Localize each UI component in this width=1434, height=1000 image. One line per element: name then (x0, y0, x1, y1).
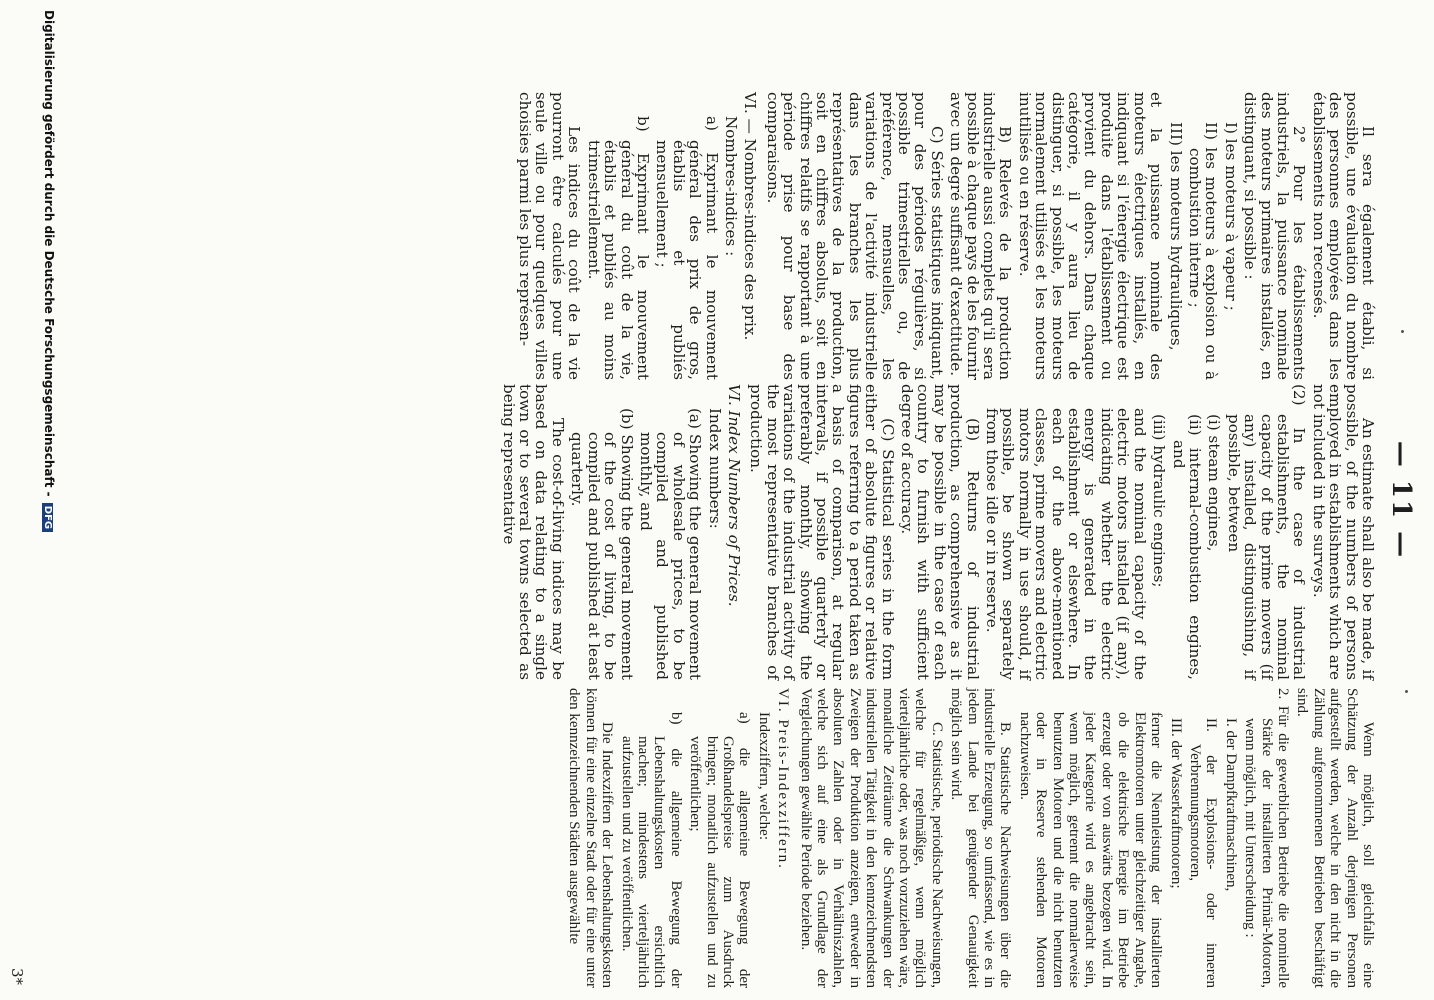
page-number: — 11 — (1386, 440, 1416, 560)
de-index-intro: Indexziffern, welche: (755, 712, 772, 840)
de-electric-paragraph: ferner die Nennleistung der installierten Elektromotoren unter gleichzeitiger Angabe, ob die elektrische Energie im Betriebe erzeugt oder von auswärts bezogen wird. In jeder Kategorie wird es angebracht sein, wenn möglich, getrennt die normalerweise benutzten Motoren und die nicht benutzten oder in Reserve stehenden Motoren nachzuweisen. (1016, 712, 1165, 988)
fr-item-hydraulic: III) les moteurs hydrauliques, (1166, 122, 1185, 351)
en-electric-paragraph: and the nominal capacity of the electric motors installed (if any), indicating whether the electric energy is generated in the establishment or elsewhere. In each of the above-mentioned classes, prime movers and electric motors normally in use should, if possible, be shown separately from those idle or in reserve. (983, 408, 1149, 680)
de-item-wholesale: a) die allgemeine Bewegung der Großhandelspreise zum Ausdruck bringen; monatlich aufzustellen und zu veröffentlichen; (687, 712, 753, 988)
fr-estimate-paragraph: Il sera également établi, si possible, une évaluation du nombre des personnes employées dans les établissements non recensés. (1309, 92, 1377, 380)
fr-section-heading: VI. — Nombres-indices des prix. (741, 92, 760, 341)
fr-item-wholesale: a) Exprimant le mouvement général des prix de gros, établis et publiés mensuellement ; (653, 116, 721, 380)
en-series-paragraph: (C) Statistical series in the form either of absolute figures or relative figures referring to a period taken as a basis of comparison, at regular intervals, if possible quarterly or preferably monthly, showing the variations of the industrial activity of the most representative branches of production. (747, 384, 897, 680)
en-production-paragraph: (B) Returns of industrial production, as comprehensive as it may be possible in the case of each country to furnish with sufficient degree of accuracy. (898, 384, 982, 680)
en-item-wholesale: (a) Showing the general movement of wholesale prices, to be compiled and published monthly, and (636, 408, 705, 680)
de-cost-of-living-paragraph: Die Indexziffern der Lebenshaltungskosten können für eine einzelne Stadt oder für eine unter den kennzeichnenden Städten ausgewählte (566, 688, 616, 988)
credit-text: Digitalisierung gefördert durch die Deutsche Forschungsgemeinschaft - (42, 10, 56, 497)
de-item-cost-of-living: b) die allgemeine Bewegung der Lebenshaltungskosten ersichtlich machen; mindestens vierteljährlich aufzustellen und zu veröffentlichen. (618, 712, 684, 988)
en-item-combustion: (ii) internal-combustion engines, and (1169, 414, 1204, 680)
fr-series-paragraph: C) Séries statistiques indiquant, pour des périodes régulières, si possible trimestrielles ou, de préférence, mensuelles, les variations de l'activité industrielle dans les branches les plus représentatives de la production, soit en chiffres absolus, soit en chiffres relatifs se rapportant à une période prise pour base des comparaisons. (763, 92, 946, 380)
en-capacity-paragraph: (2) In the case of industrial establishments, the nominal capacity of the prime movers (if any) installed, distinguishing, if possible, between (1224, 384, 1309, 680)
fr-electric-paragraph: et la puissance nominale des moteurs électriques installés, en indiquant si l'énergie électrique est produite dans l'établissement ou provient du dehors. Dans chaque catégorie, il y aura lieu de distinguer, si possible, les moteurs normalement utilisés et les moteurs inutilisés ou en réserve. (1015, 92, 1166, 380)
french-column (514, 92, 1376, 380)
fr-item-steam: I) les moteurs à vapeur ; (1221, 122, 1240, 311)
en-item-hydraulic: (iii) hydraulic engines; (1150, 414, 1169, 588)
fr-production-paragraph: B) Relevés de la production industrielle aussi complets qu'il sera possible à chaque pays de les fournir avec un degré suffisant d'exactitude. (947, 92, 1015, 380)
en-item-steam: (i) steam engines, (1205, 414, 1224, 552)
german-column (563, 688, 1376, 988)
de-section-heading: VI. Preis-Indexziffern. (775, 688, 792, 870)
fr-capacity-paragraph: 2° Pour les établissements industriels, la puissance nominale des moteurs primaires installés, en distinguant, si possible : (1241, 92, 1309, 380)
de-series-paragraph: C. Statistische, periodische Nachweisungen, welche für regelmäßige, wenn möglich vierteljährliche oder, was noch vorzuziehen wäre, monatliche Zeiträume die Schwankungen der industriellen Tätigkeit in den kennzeichnendsten Zweigen der Produktion anzeigen, entweder in absoluten Zahlen oder in Verhältniszahlen, welche sich auf eine als Grundlage der Vergleichungen gewählte Periode beziehen. (797, 688, 945, 988)
digitization-credit (42, 10, 56, 532)
de-item-steam: I. der Dampfkraftmaschinen, (1222, 718, 1239, 892)
de-item-hydraulic: III. der Wasserkraftmotoren; (1167, 718, 1184, 889)
en-estimate-paragraph: An estimate shall also be made, if possible, of the numbers of persons employed in establishments which are not included in the surveys. (1309, 384, 1377, 680)
fr-cost-of-living-paragraph: Les indices du coût de la vie pourront être calculés pour une seule ville ou pour quelques villes choisies parmi les plus représen- (516, 92, 584, 380)
signature-mark: 3* (8, 968, 26, 986)
en-index-intro: Index numbers: (705, 408, 724, 529)
de-item-combustion: II. der Explosions- oder inneren Verbrennungsmotoren, (1186, 718, 1220, 988)
de-estimate-paragraph: Wenn möglich, soll gleichfalls eine Schätzung der Anzahl derjenigen Personen aufgestellt werden, welche in den nicht in die Zählung aufgenommenen Betrieben beschäftigt sind. (1294, 688, 1376, 988)
de-production-paragraph: B. Statistische Nachweisungen über die industrielle Erzeugung, so umfassend, wie es in jedem Lande bei genügender Genauigkeit möglich sein wird. (948, 688, 1014, 988)
dfg-logo: DFG (42, 503, 53, 532)
english-column (497, 384, 1376, 680)
en-item-cost-of-living: (b) Showing the general movement of the cost of living, to be compiled and published at least quarterly. (568, 408, 636, 680)
en-cost-of-living-paragraph: The cost-of-living indices may be based on data relating to a single town or to several towns selected as being representative (499, 384, 567, 680)
fr-item-combustion: II) les moteurs à explosion ou à combustion interne ; (1185, 122, 1221, 380)
fr-item-cost-of-living: b) Exprimant le mouvement général du coût de la vie, établis et publiés au moins trimestriellement. (584, 116, 652, 380)
de-capacity-paragraph: 2. Für die gewerblichen Betriebe die nominelle Stärke der installierten Primär-Motoren, wenn möglich, mit Unterscheidung : (1242, 688, 1291, 988)
fr-index-intro: Nombres-indices : (721, 116, 740, 257)
en-section-heading: VI. Index Numbers of Prices. (724, 384, 743, 607)
